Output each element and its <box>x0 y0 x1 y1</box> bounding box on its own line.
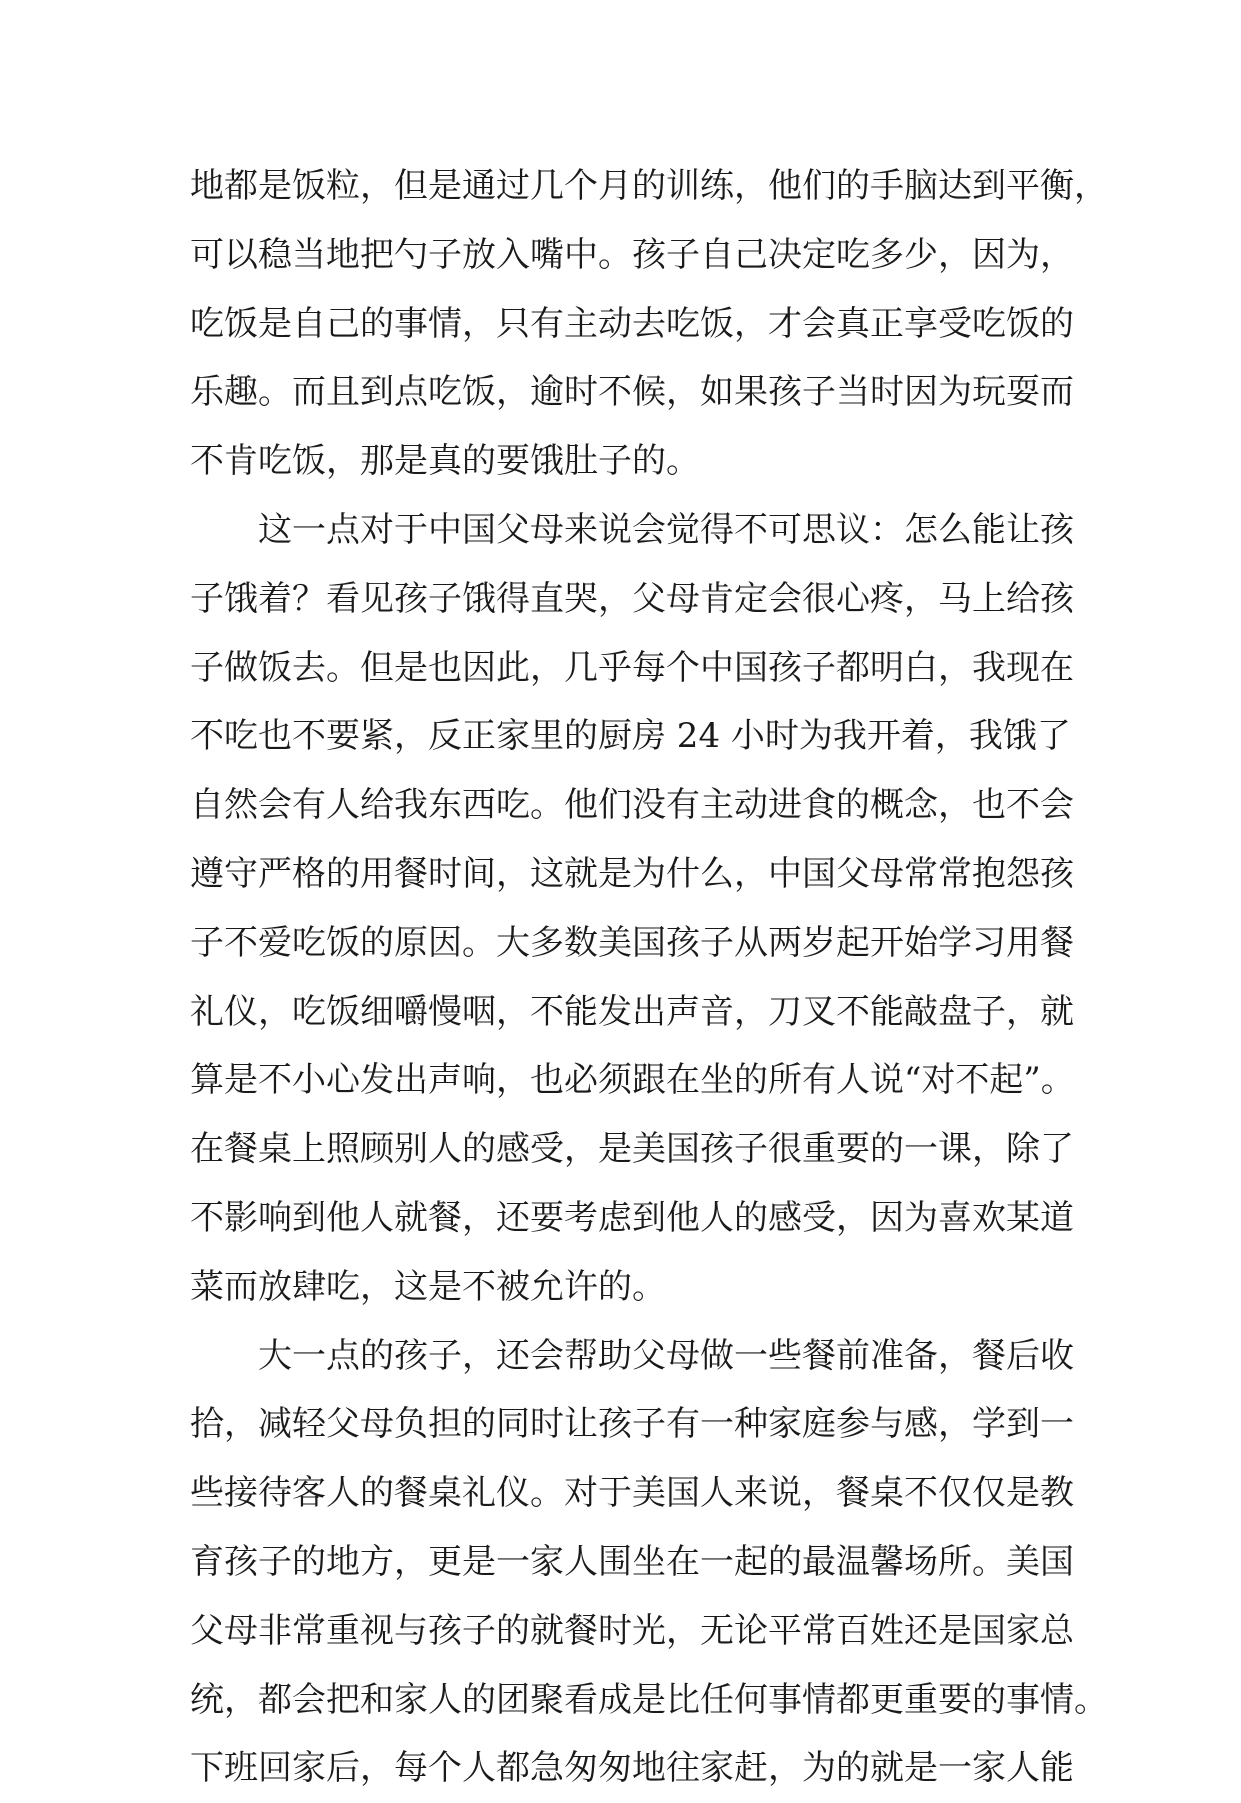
text-line: 算是不小心发出声响，也必须跟在坐的所有人说“对不起”。 <box>190 1060 1075 1101</box>
text-line: 育孩子的地方，更是一家人围坐在一起的最温馨场所。美国 <box>190 1541 1074 1582</box>
text-line: 不吃也不要紧，反正家里的厨房 24 小时为我开着，我饿了 <box>190 716 1071 757</box>
text-line: 菜而放肆吃，这是不被允许的。 <box>190 1266 666 1307</box>
text-line: 子做饭去。但是也因此，几乎每个中国孩子都明白，我现在 <box>190 647 1074 688</box>
text-line: 子饿着？看见孩子饿得直哭，父母肯定会很心疼，马上给孩 <box>190 578 1074 619</box>
text-line: 可以稳当地把勺子放入嘴中。孩子自己决定吃多少，因为， <box>190 234 1074 275</box>
text-line: 礼仪，吃饭细嚼慢咽，不能发出声音，刀叉不能敲盘子，就 <box>190 991 1074 1032</box>
text-line: 不肯吃饭，那是真的要饿肚子的。 <box>190 441 700 482</box>
text-line: 地都是饭粒，但是通过几个月的训练，他们的手脑达到平衡， <box>190 166 1108 206</box>
text-line: 拾，减轻父母负担的同时让孩子有一种家庭参与感，学到一 <box>190 1404 1074 1445</box>
text-line: 统，都会把和家人的团聚看成是比任何事情都更重要的事情。 <box>190 1679 1108 1720</box>
text-line: 不影响到他人就餐，还要考虑到他人的感受，因为喜欢某道 <box>190 1197 1074 1238</box>
body-text <box>190 152 1108 1803</box>
text-line: 遵守严格的用餐时间，这就是为什么，中国父母常常抱怨孩 <box>190 853 1074 894</box>
text-line: 子不爱吃饭的原因。大多数美国孩子从两岁起开始学习用餐 <box>190 922 1074 963</box>
text-line: 下班回家后，每个人都急匆匆地往家赶，为的就是一家人能 <box>190 1748 1074 1789</box>
text-line: 父母非常重视与孩子的就餐时光，无论平常百姓还是国家总 <box>190 1610 1074 1651</box>
text-line: 大一点的孩子，还会帮助父母做一些餐前准备，餐后收 <box>258 1335 1074 1376</box>
text-line: 这一点对于中国父母来说会觉得不可思议：怎么能让孩 <box>258 509 1074 550</box>
text-line: 在餐桌上照顾别人的感受，是美国孩子很重要的一课，除了 <box>190 1129 1074 1170</box>
text-line: 些接待客人的餐桌礼仪。对于美国人来说，餐桌不仅仅是教 <box>190 1473 1074 1514</box>
text-line: 吃饭是自己的事情，只有主动去吃饭，才会真正享受吃饭的 <box>190 303 1074 344</box>
text-line: 乐趣。而且到点吃饭，逾时不候，如果孩子当时因为玩耍而 <box>190 372 1074 413</box>
text-line: 自然会有人给我东西吃。他们没有主动进食的概念，也不会 <box>190 785 1074 826</box>
